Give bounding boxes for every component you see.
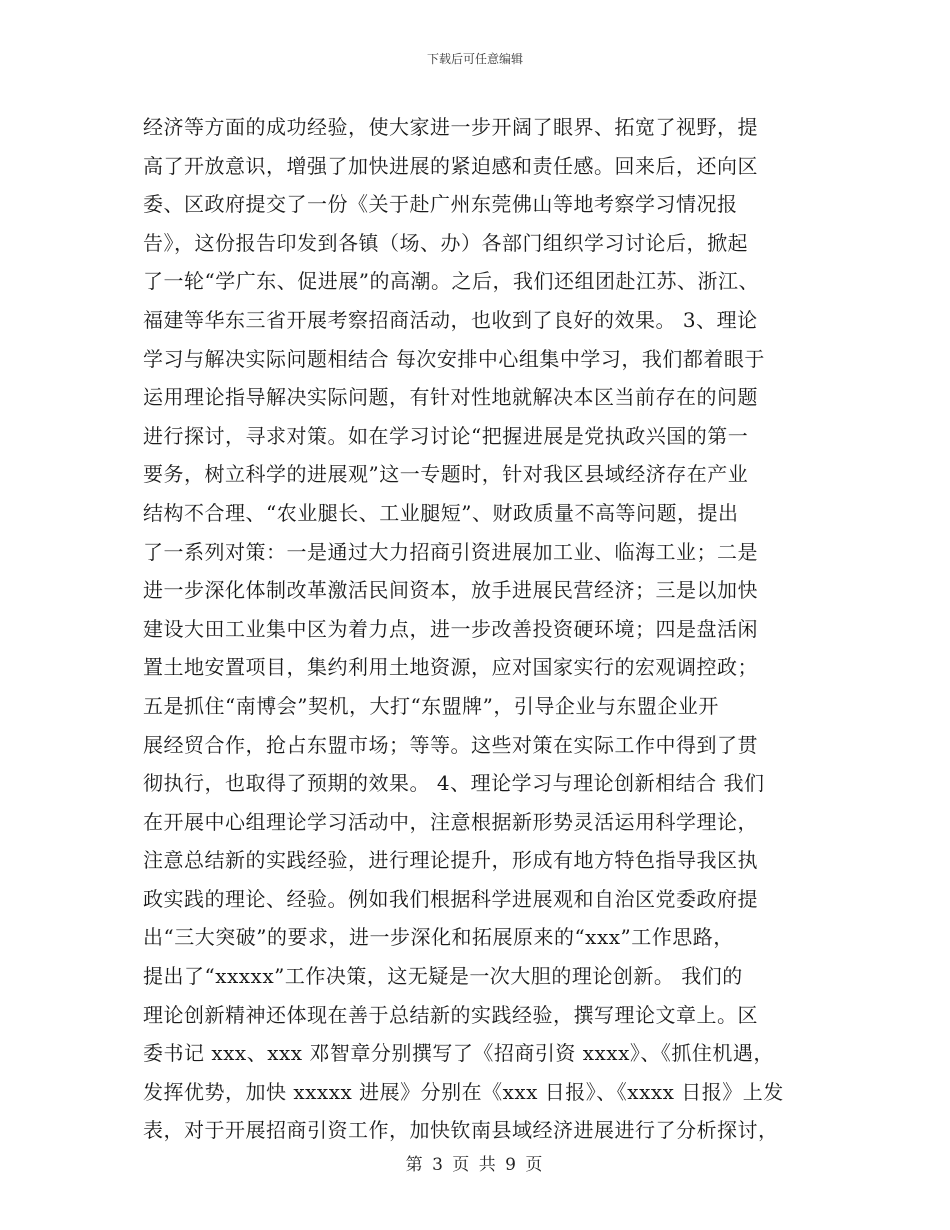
text-line: 五是抓住“南博会”契机，大打“东盟牌”，引导企业与东盟企业开 (143, 693, 719, 718)
text-line: 提出了“xxxxx”工作决策，这无疑是一次大胆的理论创新。 我们的 (143, 964, 743, 989)
text-line: 进行探讨，寻求对策。如在学习讨论“把握进展是党执政兴国的第一 (143, 423, 749, 448)
text-line: 置土地安置项目，集约利用土地资源，应对国家实行的宏观调控政； (143, 655, 758, 680)
page-footer: 第 3 页 共 9 页 (405, 1155, 545, 1175)
text-line: 委、区政府提交了一份《关于赴广州东莞佛山等地考察学习情况报 (143, 192, 738, 217)
text-line: 出“三大突破”的要求，进一步深化和拓展原来的“xxx”工作思路， (143, 925, 734, 950)
text-line: 在开展中心组理论学习活动中，注意根据新形势灵活运用科学理论， (143, 809, 758, 834)
text-line: 建设大田工业集中区为着力点，进一步改善投资硬环境；四是盘活闲 (143, 616, 758, 641)
text-line: 理论创新精神还体现在善于总结新的实践经验，撰写理论文章上。区 (143, 1002, 758, 1027)
text-line: 注意总结新的实践经验，进行理论提升，形成有地方特色指导我区执 (143, 848, 758, 873)
text-line: 福建等华东三省开展考察招商活动，也收到了良好的效果。 3、理论 (143, 307, 758, 332)
text-line: 了一轮“学广东、促进展”的高潮。之后，我们还组团赴江苏、浙江、 (143, 269, 759, 294)
text-line: 展经贸合作，抢占东盟市场；等等。这些对策在实际工作中得到了贯 (143, 732, 758, 757)
text-line: 委书记 xxx、xxx 邓智章分别撰写了《招商引资 xxxx》、《抓住机遇， (143, 1041, 774, 1066)
text-line: 要务，树立科学的进展观”这一专题时，针对我区县域经济存在产业 (143, 462, 749, 487)
body-text (143, 108, 813, 1150)
text-line: 结构不合理、“农业腿长、工业腿短”、财政质量不高等问题，提出 (143, 500, 739, 525)
text-line: 运用理论指导解决实际问题，有针对性地就解决本区当前存在的问题 (143, 385, 758, 410)
text-line: 了一系列对策：一是通过大力招商引资进展加工业、临海工业；二是 (143, 539, 758, 564)
text-line: 表，对于开展招商引资工作，加快钦南县域经济进展进行了分析探讨， (143, 1118, 779, 1143)
text-line: 进一步深化体制改革激活民间资本，放手进展民营经济；三是以加快 (143, 578, 758, 603)
text-line: 发挥优势，加快 xxxxx 进展》分别在《xxx 日报》、《xxxx 日报》上发 (143, 1079, 784, 1104)
text-line: 告》，这份报告印发到各镇（场、办）各部门组织学习讨论后，掀起 (143, 230, 748, 255)
text-line: 经济等方面的成功经验，使大家进一步开阔了眼界、拓宽了视野，提 (143, 115, 758, 139)
text-line: 学习与解决实际问题相结合 每次安排中心组集中学习，我们都着眼于 (143, 346, 765, 371)
text-line: 彻执行，也取得了预期的效果。 4、理论学习与理论创新相结合 我们 (143, 771, 765, 796)
text-line: 高了开放意识，增强了加快进展的紧迫感和责任感。回来后，还向区 (143, 153, 758, 178)
text-line: 政实践的理论、经验。例如我们根据科学进展观和自治区党委政府提 (143, 886, 758, 911)
page-header: 下载后可任意编辑 (426, 52, 523, 66)
